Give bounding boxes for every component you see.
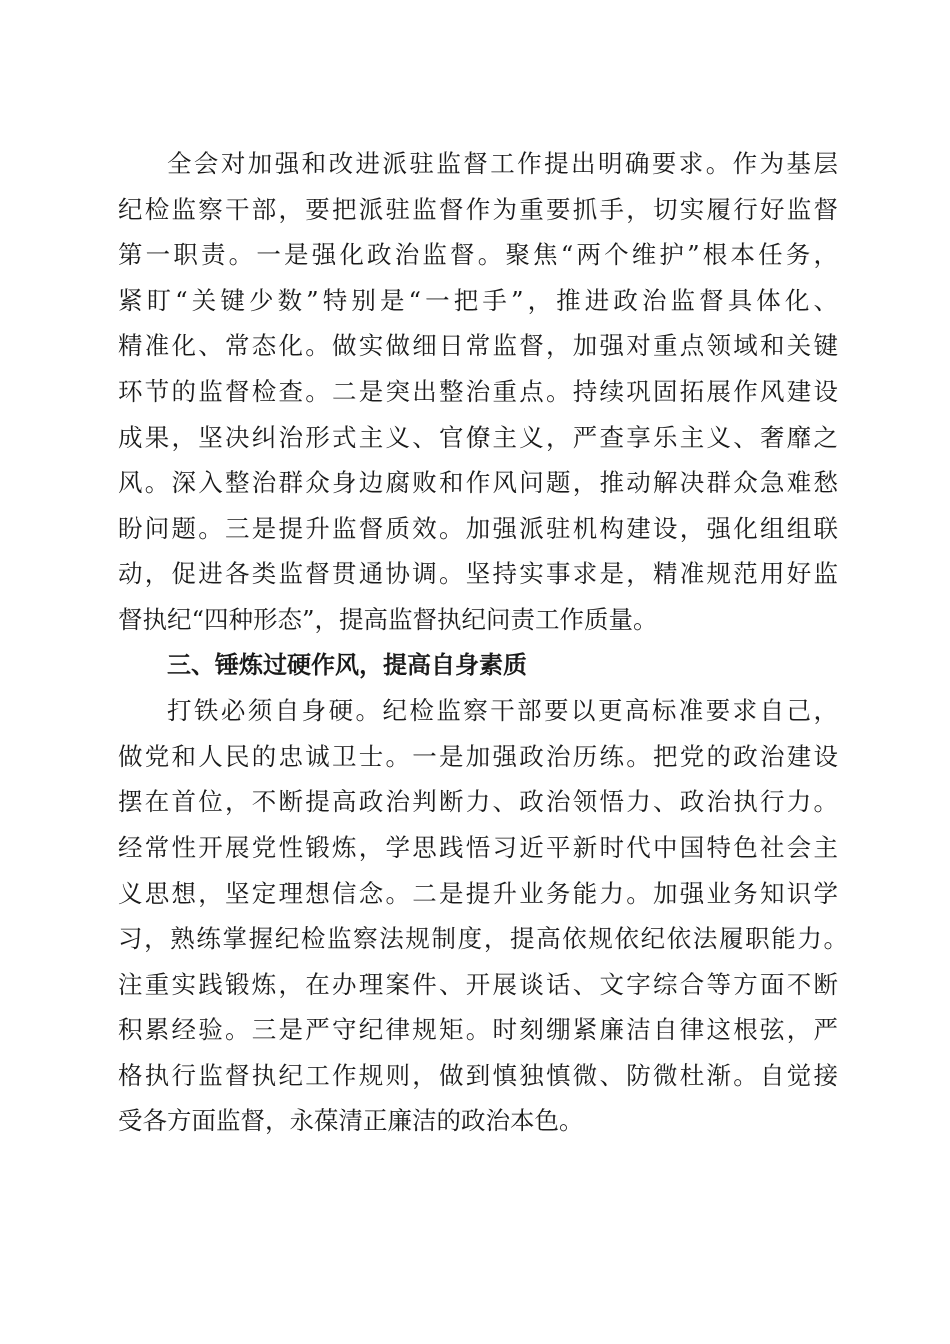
text-line: 成果，坚决纠治形式主义、官僚主义，严查享乐主义、奢靡之 [118,422,838,452]
text-line: 积累经验。三是严守纪律规矩。时刻绷紧廉洁自律这根弦，严 [118,1015,838,1045]
document-body [118,141,848,1144]
text-line: 做党和人民的忠诚卫士。一是加强政治历练。把党的政治建设 [118,741,838,771]
text-line: 动，促进各类监督贯通协调。坚持实事求是，精准规范用好监 [118,559,838,589]
text-line: 风。深入整治群众身边腐败和作风问题，推动解决群众急难愁 [118,468,838,498]
text-line: 受各方面监督，永葆清正廉洁的政治本色。 [118,1106,584,1136]
text-line: 盼问题。三是提升监督质效。加强派驻机构建设，强化组组联 [118,513,838,543]
text-line: 摆在首位，不断提高政治判断力、政治领悟力、政治执行力。 [118,787,838,817]
text-line: 紧盯“关键少数”特别是“一把手”，推进政治监督具体化、 [118,285,838,315]
paragraph-supervision [118,141,838,643]
text-line: 注重实践锻炼，在办理案件、开展谈话、文字综合等方面不断 [118,969,838,999]
text-line: 习，熟练掌握纪检监察法规制度，提高依规依纪依法履职能力。 [118,924,848,954]
text-line: 督执纪“四种形态”，提高监督执纪问责工作质量。 [118,604,658,634]
text-line: 第一职责。一是强化政治监督。聚焦“两个维护”根本任务， [118,240,838,270]
section-heading: 三、锤炼过硬作风，提高自身素质 [167,650,527,679]
text-line: 格执行监督执纪工作规则，做到慎独慎微、防微杜渐。自觉接 [118,1060,838,1090]
text-line: 经常性开展党性锻炼，学思践悟习近平新时代中国特色社会主 [118,832,838,862]
text-line: 义思想，坚定理想信念。二是提升业务能力。加强业务知识学 [118,878,838,908]
text-line: 全会对加强和改进派驻监督工作提出明确要求。作为基层 [167,149,838,178]
text-line: 环节的监督检查。二是突出整治重点。持续巩固拓展作风建设 [118,376,838,406]
text-line: 纪检监察干部，要把派驻监督作为重要抓手，切实履行好监督 [118,194,838,224]
text-line: 打铁必须自身硬。纪检监察干部要以更高标准要求自己， [167,696,838,726]
text-line: 精准化、常态化。做实做细日常监督，加强对重点领域和关键 [118,331,838,361]
paragraph-self-discipline [118,688,848,1144]
